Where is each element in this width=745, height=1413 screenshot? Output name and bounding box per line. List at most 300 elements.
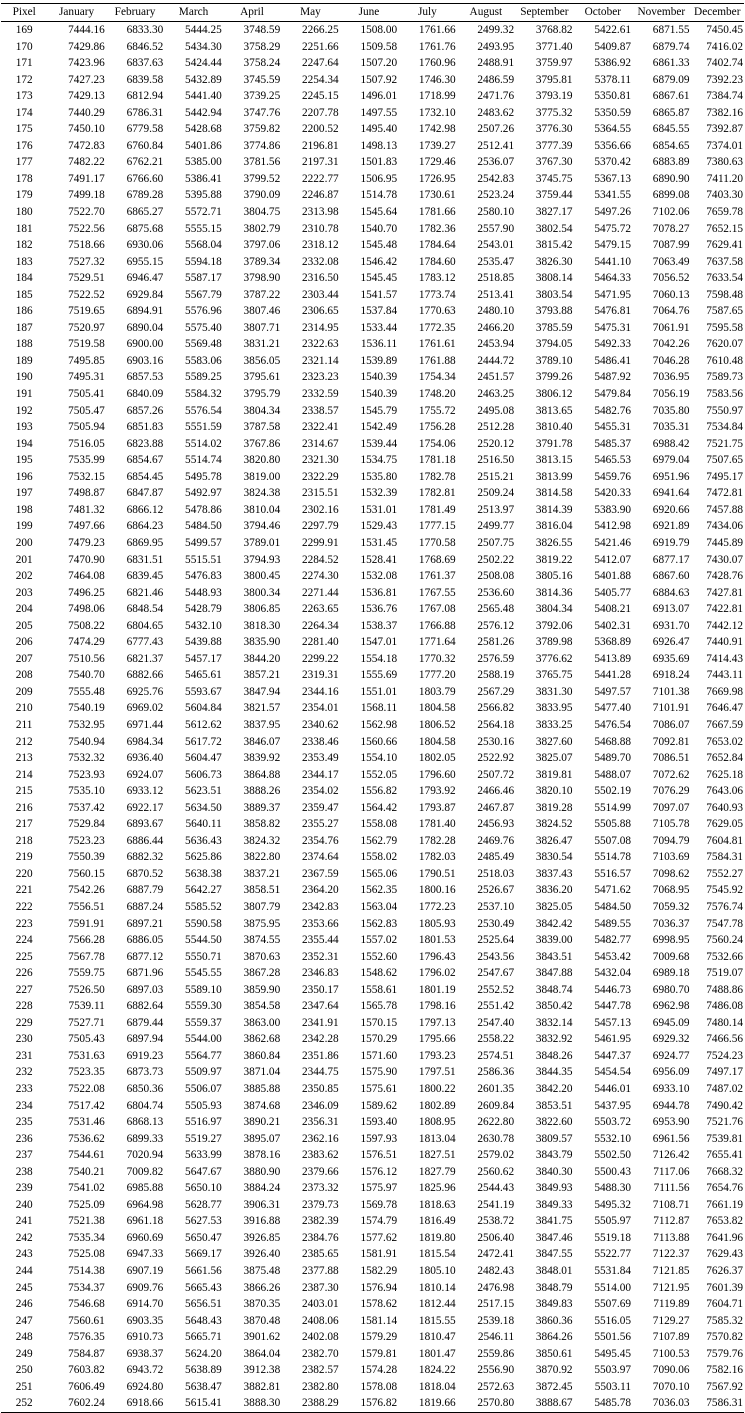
value-cell: 7392.23 [706,73,743,86]
value-cell: 5576.96 [185,305,222,318]
value-cell: 2566.82 [477,702,515,715]
value-cell: 3854.58 [243,1000,281,1013]
table-row [1,1329,744,1346]
value-cell: 1558.02 [360,851,398,864]
value-cell: 6882.64 [126,1000,164,1013]
value-cell: 2556.90 [477,1364,515,1377]
table-row [1,1395,744,1412]
value-cell: 1754.34 [418,371,456,384]
table-row [1,55,744,72]
pixel-cell: 203 [15,586,33,599]
pixel-cell: 181 [15,222,33,235]
value-cell: 2364.20 [301,884,339,897]
value-cell: 3842.20 [535,1083,573,1095]
value-cell: 5514.99 [594,801,632,814]
value-cell: 7508.22 [68,619,105,632]
value-cell: 6909.76 [126,1281,164,1294]
value-cell: 3792.06 [535,619,573,632]
value-cell: 6777.43 [126,636,164,649]
value-cell: 7063.49 [652,255,690,268]
table-row [1,651,744,668]
value-cell: 2379.73 [301,1198,339,1211]
value-cell: 5567.79 [185,288,222,301]
value-cell: 3827.17 [535,206,573,219]
value-cell: 3926.40 [243,1248,281,1261]
value-cell: 6887.79 [126,884,164,897]
value-cell: 5615.41 [164,1395,222,1412]
value-cell: 6854.67 [126,454,164,467]
value-cell: 6887.24 [126,900,164,913]
value-cell: 6921.89 [652,520,690,533]
value-cell: 1825.96 [418,1182,456,1195]
value-cell: 3906.31 [243,1198,281,1211]
table-row [1,833,744,850]
value-cell: 6893.67 [126,818,164,831]
value-cell: 7487.02 [706,1083,743,1095]
value-cell: 3858.82 [243,818,281,831]
pixel-cell: 184 [15,272,33,285]
value-cell: 7035.80 [652,404,690,417]
value-cell: 2601.35 [477,1083,515,1095]
value-cell: 6760.84 [126,139,164,152]
value-cell: 1726.95 [418,172,456,185]
value-cell: 6955.15 [126,255,164,268]
value-cell: 5444.25 [185,24,222,36]
column-header-may: May [281,4,339,22]
value-cell: 2579.02 [477,1149,515,1162]
value-cell: 2512.28 [477,421,515,434]
value-cell: 2574.51 [477,1049,515,1062]
value-cell: 2315.51 [301,487,339,500]
value-cell: 2379.66 [301,1165,339,1178]
table-row [1,154,744,171]
value-cell: 5502.19 [594,785,632,798]
value-cell: 3789.01 [243,536,281,549]
value-cell: 1801.19 [418,983,456,996]
value-cell: 7587.65 [706,305,743,318]
value-cell: 2486.59 [477,73,515,86]
value-cell: 7516.05 [68,437,105,450]
pixel-cell: 172 [15,73,33,86]
value-cell: 2266.25 [301,24,339,36]
value-cell: 3774.86 [243,139,281,152]
value-cell: 5514.74 [185,454,222,467]
value-cell: 7541.02 [68,1182,105,1195]
value-cell: 1574.28 [360,1364,398,1377]
value-cell: 6979.04 [652,454,690,467]
value-cell: 7526.50 [68,983,105,996]
value-cell: 2471.76 [477,90,515,103]
value-cell: 1819.66 [398,1395,456,1412]
value-cell: 3826.30 [535,255,573,268]
table-row [1,1296,744,1313]
pixel-cell: 211 [15,718,33,731]
value-cell: 3848.01 [535,1265,573,1278]
value-cell: 3874.55 [243,934,281,947]
value-cell: 1548.62 [360,967,398,980]
value-cell: 3916.88 [243,1215,281,1228]
value-cell: 7532.66 [706,950,743,963]
value-cell: 7584.31 [706,851,743,864]
value-cell: 2483.62 [477,106,515,119]
value-cell: 3758.24 [243,57,281,70]
value-cell: 2472.41 [477,1248,515,1261]
value-cell: 6857.53 [126,371,164,384]
value-cell: 1790.51 [418,867,456,880]
table-row [1,700,744,717]
table-row [1,932,744,949]
value-cell: 7086.07 [652,718,690,731]
value-cell: 7539.11 [68,1000,105,1013]
value-cell: 3870.35 [243,1298,281,1311]
value-cell: 2565.48 [477,603,515,616]
value-cell: 5485.37 [594,437,632,450]
value-cell: 3847.46 [535,1231,573,1244]
value-cell: 2332.08 [301,255,339,268]
table-row [1,535,744,552]
column-header-pixel: Pixel [1,4,47,22]
table-row [1,1246,744,1263]
value-cell: 7531.46 [68,1116,105,1129]
value-cell: 1818.04 [418,1380,456,1393]
table-row [1,1180,744,1197]
value-cell: 7652.15 [706,222,743,235]
value-cell: 6848.54 [126,603,164,616]
value-cell: 6941.64 [652,487,690,500]
value-cell: 7090.06 [652,1364,690,1377]
value-cell: 2482.43 [477,1265,515,1278]
table-row [1,436,744,453]
value-cell: 3794.46 [243,520,281,533]
value-cell: 7495.17 [706,470,743,483]
pixel-cell: 240 [15,1198,33,1211]
pixel-cell: 216 [15,801,33,814]
value-cell: 7661.19 [706,1198,743,1211]
value-cell: 2382.80 [301,1380,339,1393]
value-cell: 7428.76 [706,570,743,583]
table-row [1,568,744,585]
table-row [1,485,744,502]
value-cell: 5486.41 [594,354,632,367]
value-cell: 7107.89 [652,1331,690,1344]
value-cell: 1498.13 [360,139,398,152]
value-cell: 7640.93 [706,801,743,814]
value-cell: 1558.08 [360,818,398,831]
value-cell: 5476.54 [594,718,632,731]
value-cell: 1581.14 [360,1314,398,1327]
value-cell: 1533.44 [360,321,398,334]
pixel-cell: 227 [15,983,33,996]
value-cell: 5385.00 [185,156,222,169]
value-cell: 1528.41 [360,553,398,566]
value-cell: 3767.30 [535,156,573,169]
value-cell: 2520.12 [477,437,515,450]
value-cell: 3745.59 [243,73,281,86]
table-row [1,634,744,651]
value-cell: 6989.18 [652,967,690,980]
value-cell: 1796.43 [418,950,456,963]
value-cell: 5487.92 [594,371,632,384]
value-cell: 7555.48 [68,685,105,698]
value-cell: 1783.12 [418,272,456,285]
value-cell: 5432.89 [185,73,222,86]
value-cell: 1827.79 [418,1165,456,1178]
pixel-cell: 235 [15,1116,33,1129]
value-cell: 7495.31 [68,371,105,384]
value-cell: 3870.92 [535,1364,573,1377]
pixel-cell: 246 [15,1298,33,1311]
table-row [1,171,744,188]
value-cell: 3824.52 [535,818,573,831]
value-cell: 3848.74 [535,983,573,996]
value-cell: 7525.08 [68,1248,105,1261]
value-cell: 7529.51 [68,272,105,285]
value-cell: 7078.27 [652,222,690,235]
value-cell: 3775.32 [535,106,573,119]
value-cell: 5405.77 [594,586,632,599]
value-cell: 1574.79 [360,1215,398,1228]
value-cell: 1730.61 [418,189,456,202]
value-cell: 3821.57 [243,702,281,715]
value-cell: 3814.58 [535,487,573,500]
value-cell: 1534.75 [360,454,398,467]
value-cell: 3807.71 [243,321,281,334]
value-cell: 7392.87 [706,123,743,136]
value-cell: 5636.43 [185,834,222,847]
table-row [1,717,744,734]
value-cell: 5638.89 [185,1364,222,1377]
value-cell: 1532.08 [360,570,398,583]
value-cell: 2522.92 [477,752,515,765]
value-cell: 1770.63 [418,305,456,318]
value-cell: 1802.05 [418,752,456,765]
value-cell: 7100.53 [652,1347,690,1360]
value-cell: 1562.83 [360,917,398,930]
pixel-cell: 233 [15,1083,33,1095]
value-cell: 2321.14 [301,354,339,367]
value-cell: 5489.70 [594,752,632,765]
value-cell: 1795.66 [418,1033,456,1046]
value-cell: 6969.02 [126,702,164,715]
value-cell: 7629.41 [706,239,743,252]
value-cell: 7539.81 [706,1132,743,1145]
value-cell: 6918.24 [652,669,690,682]
value-cell: 6879.44 [126,1016,164,1029]
value-cell: 7534.37 [68,1281,105,1294]
value-cell: 7560.61 [68,1314,105,1327]
value-cell: 2306.65 [301,305,339,318]
value-cell: 7481.32 [68,503,105,516]
value-cell: 3833.25 [535,718,573,731]
value-cell: 7444.16 [68,24,105,36]
value-cell: 5442.94 [185,106,222,119]
value-cell: 5350.59 [594,106,632,119]
value-cell: 1815.54 [418,1248,456,1261]
value-cell: 5478.86 [185,503,222,516]
value-cell: 5503.97 [594,1364,632,1377]
value-cell: 7111.56 [653,1182,690,1195]
value-cell: 2402.08 [301,1331,339,1344]
pixel-cell: 212 [15,735,33,748]
column-header-september: September [515,4,573,22]
table-row [1,800,744,817]
value-cell: 3895.07 [243,1132,281,1145]
value-cell: 1782.78 [418,470,456,483]
value-cell: 2197.31 [301,156,339,169]
value-cell: 3889.37 [243,801,281,814]
value-cell: 2557.90 [477,222,515,235]
value-cell: 1805.93 [418,917,456,930]
value-cell: 2346.09 [301,1099,339,1112]
value-cell: 7505.94 [68,421,105,434]
value-cell: 7552.27 [706,867,743,880]
value-cell: 5585.52 [185,900,222,913]
value-cell: 2576.12 [477,619,515,632]
pixel-cell: 222 [15,900,33,913]
value-cell: 3799.52 [243,172,281,185]
value-cell: 2355.27 [301,818,339,831]
value-cell: 1815.55 [418,1314,456,1327]
table-row [1,998,744,1015]
value-cell: 1796.02 [418,967,456,980]
table-row [1,601,744,618]
value-cell: 5485.78 [574,1395,632,1412]
value-cell: 5432.10 [185,619,222,632]
value-cell: 5475.31 [594,321,632,334]
value-cell: 7519.65 [68,305,105,318]
value-cell: 2251.66 [301,40,339,53]
value-cell: 7119.89 [653,1298,690,1311]
value-cell: 5638.47 [185,1380,222,1393]
value-cell: 2567.29 [477,685,515,698]
value-cell: 3890.21 [243,1116,281,1129]
value-cell: 2299.22 [301,652,339,665]
value-cell: 1545.48 [360,239,398,252]
value-cell: 1552.05 [360,768,398,781]
value-cell: 2350.85 [301,1083,339,1095]
value-cell: 7626.37 [706,1265,743,1278]
table-row [1,1081,744,1098]
value-cell: 2281.40 [301,636,339,649]
table-row [1,403,744,420]
value-cell: 6867.60 [652,570,690,583]
table-row [1,204,744,221]
value-cell: 7411.20 [706,172,743,185]
table-row [1,949,744,966]
value-cell: 7121.85 [652,1265,690,1278]
value-cell: 2560.62 [477,1165,515,1178]
value-cell: 3847.94 [243,685,281,698]
pixel-cell: 223 [15,917,33,930]
pixel-cell: 177 [15,156,33,169]
value-cell: 3820.80 [243,454,281,467]
value-cell: 7519.58 [68,338,105,351]
value-cell: 7430.07 [706,553,743,566]
value-cell: 7450.45 [706,24,743,36]
value-cell: 7505.43 [68,1033,105,1046]
value-cell: 3805.16 [535,570,573,583]
table-row [1,916,744,933]
table-row [1,237,744,254]
value-cell: 5516.05 [594,1314,632,1327]
value-cell: 1806.52 [418,718,456,731]
value-cell: 7559.75 [68,967,105,980]
value-cell: 3800.34 [243,586,281,599]
value-cell: 3759.82 [243,123,281,136]
value-cell: 1812.44 [418,1298,456,1311]
value-cell: 7442.12 [706,619,743,632]
value-cell: 1507.92 [360,73,398,86]
value-cell: 5465.53 [594,454,632,467]
value-cell: 1501.83 [360,156,398,169]
value-cell: 7488.86 [706,983,743,996]
value-cell: 1577.62 [360,1231,398,1244]
pixel-cell: 198 [15,503,33,516]
pixel-cell: 180 [15,206,33,219]
value-cell: 2480.10 [477,305,515,318]
value-cell: 1589.62 [360,1099,398,1112]
value-cell: 2347.64 [301,1000,339,1013]
pixel-cell: 169 [15,24,33,36]
pixel-cell: 251 [15,1380,33,1393]
value-cell: 6929.32 [652,1033,690,1046]
value-cell: 6875.68 [126,222,164,235]
column-header-march: March [164,4,222,22]
pixel-cell: 241 [15,1215,33,1228]
value-cell: 5509.97 [185,1066,222,1079]
value-cell: 5432.04 [594,967,632,980]
value-cell: 6804.74 [126,1099,164,1112]
value-cell: 3837.43 [535,867,573,880]
value-cell: 2544.43 [477,1182,515,1195]
value-cell: 7495.85 [68,354,105,367]
value-cell: 5506.07 [185,1083,222,1095]
value-cell: 3759.44 [535,189,573,202]
value-cell: 1565.78 [360,1000,398,1013]
value-cell: 5484.50 [185,520,222,533]
value-cell: 7544.61 [68,1149,105,1162]
value-cell: 5454.54 [594,1066,632,1079]
value-cell: 7560.15 [68,867,105,880]
value-cell: 7523.23 [68,834,105,847]
value-cell: 5604.47 [185,752,222,765]
value-cell: 1768.69 [418,553,456,566]
value-cell: 5569.48 [185,338,222,351]
value-cell: 6944.78 [652,1099,690,1112]
value-cell: 2546.11 [477,1331,515,1344]
value-cell: 2444.72 [477,354,515,367]
pixel-cell: 243 [15,1248,33,1261]
value-cell: 5495.45 [594,1347,632,1360]
value-cell: 6779.58 [126,123,164,136]
value-cell: 7591.91 [68,917,105,930]
value-cell: 5568.04 [185,239,222,252]
value-cell: 7056.19 [652,388,690,401]
value-cell: 1761.66 [418,24,456,36]
value-cell: 2466.46 [477,785,515,798]
value-cell: 5604.84 [185,702,222,715]
value-cell: 6936.40 [126,752,164,765]
value-cell: 3888.30 [223,1395,281,1412]
value-cell: 7117.06 [653,1165,690,1178]
value-cell: 5368.89 [594,636,632,649]
value-cell: 1810.14 [418,1281,456,1294]
value-cell: 6837.63 [126,57,164,70]
value-cell: 6857.26 [126,404,164,417]
pixel-cell: 195 [15,454,33,467]
value-cell: 5500.43 [594,1165,632,1178]
value-cell: 1755.72 [418,404,456,417]
